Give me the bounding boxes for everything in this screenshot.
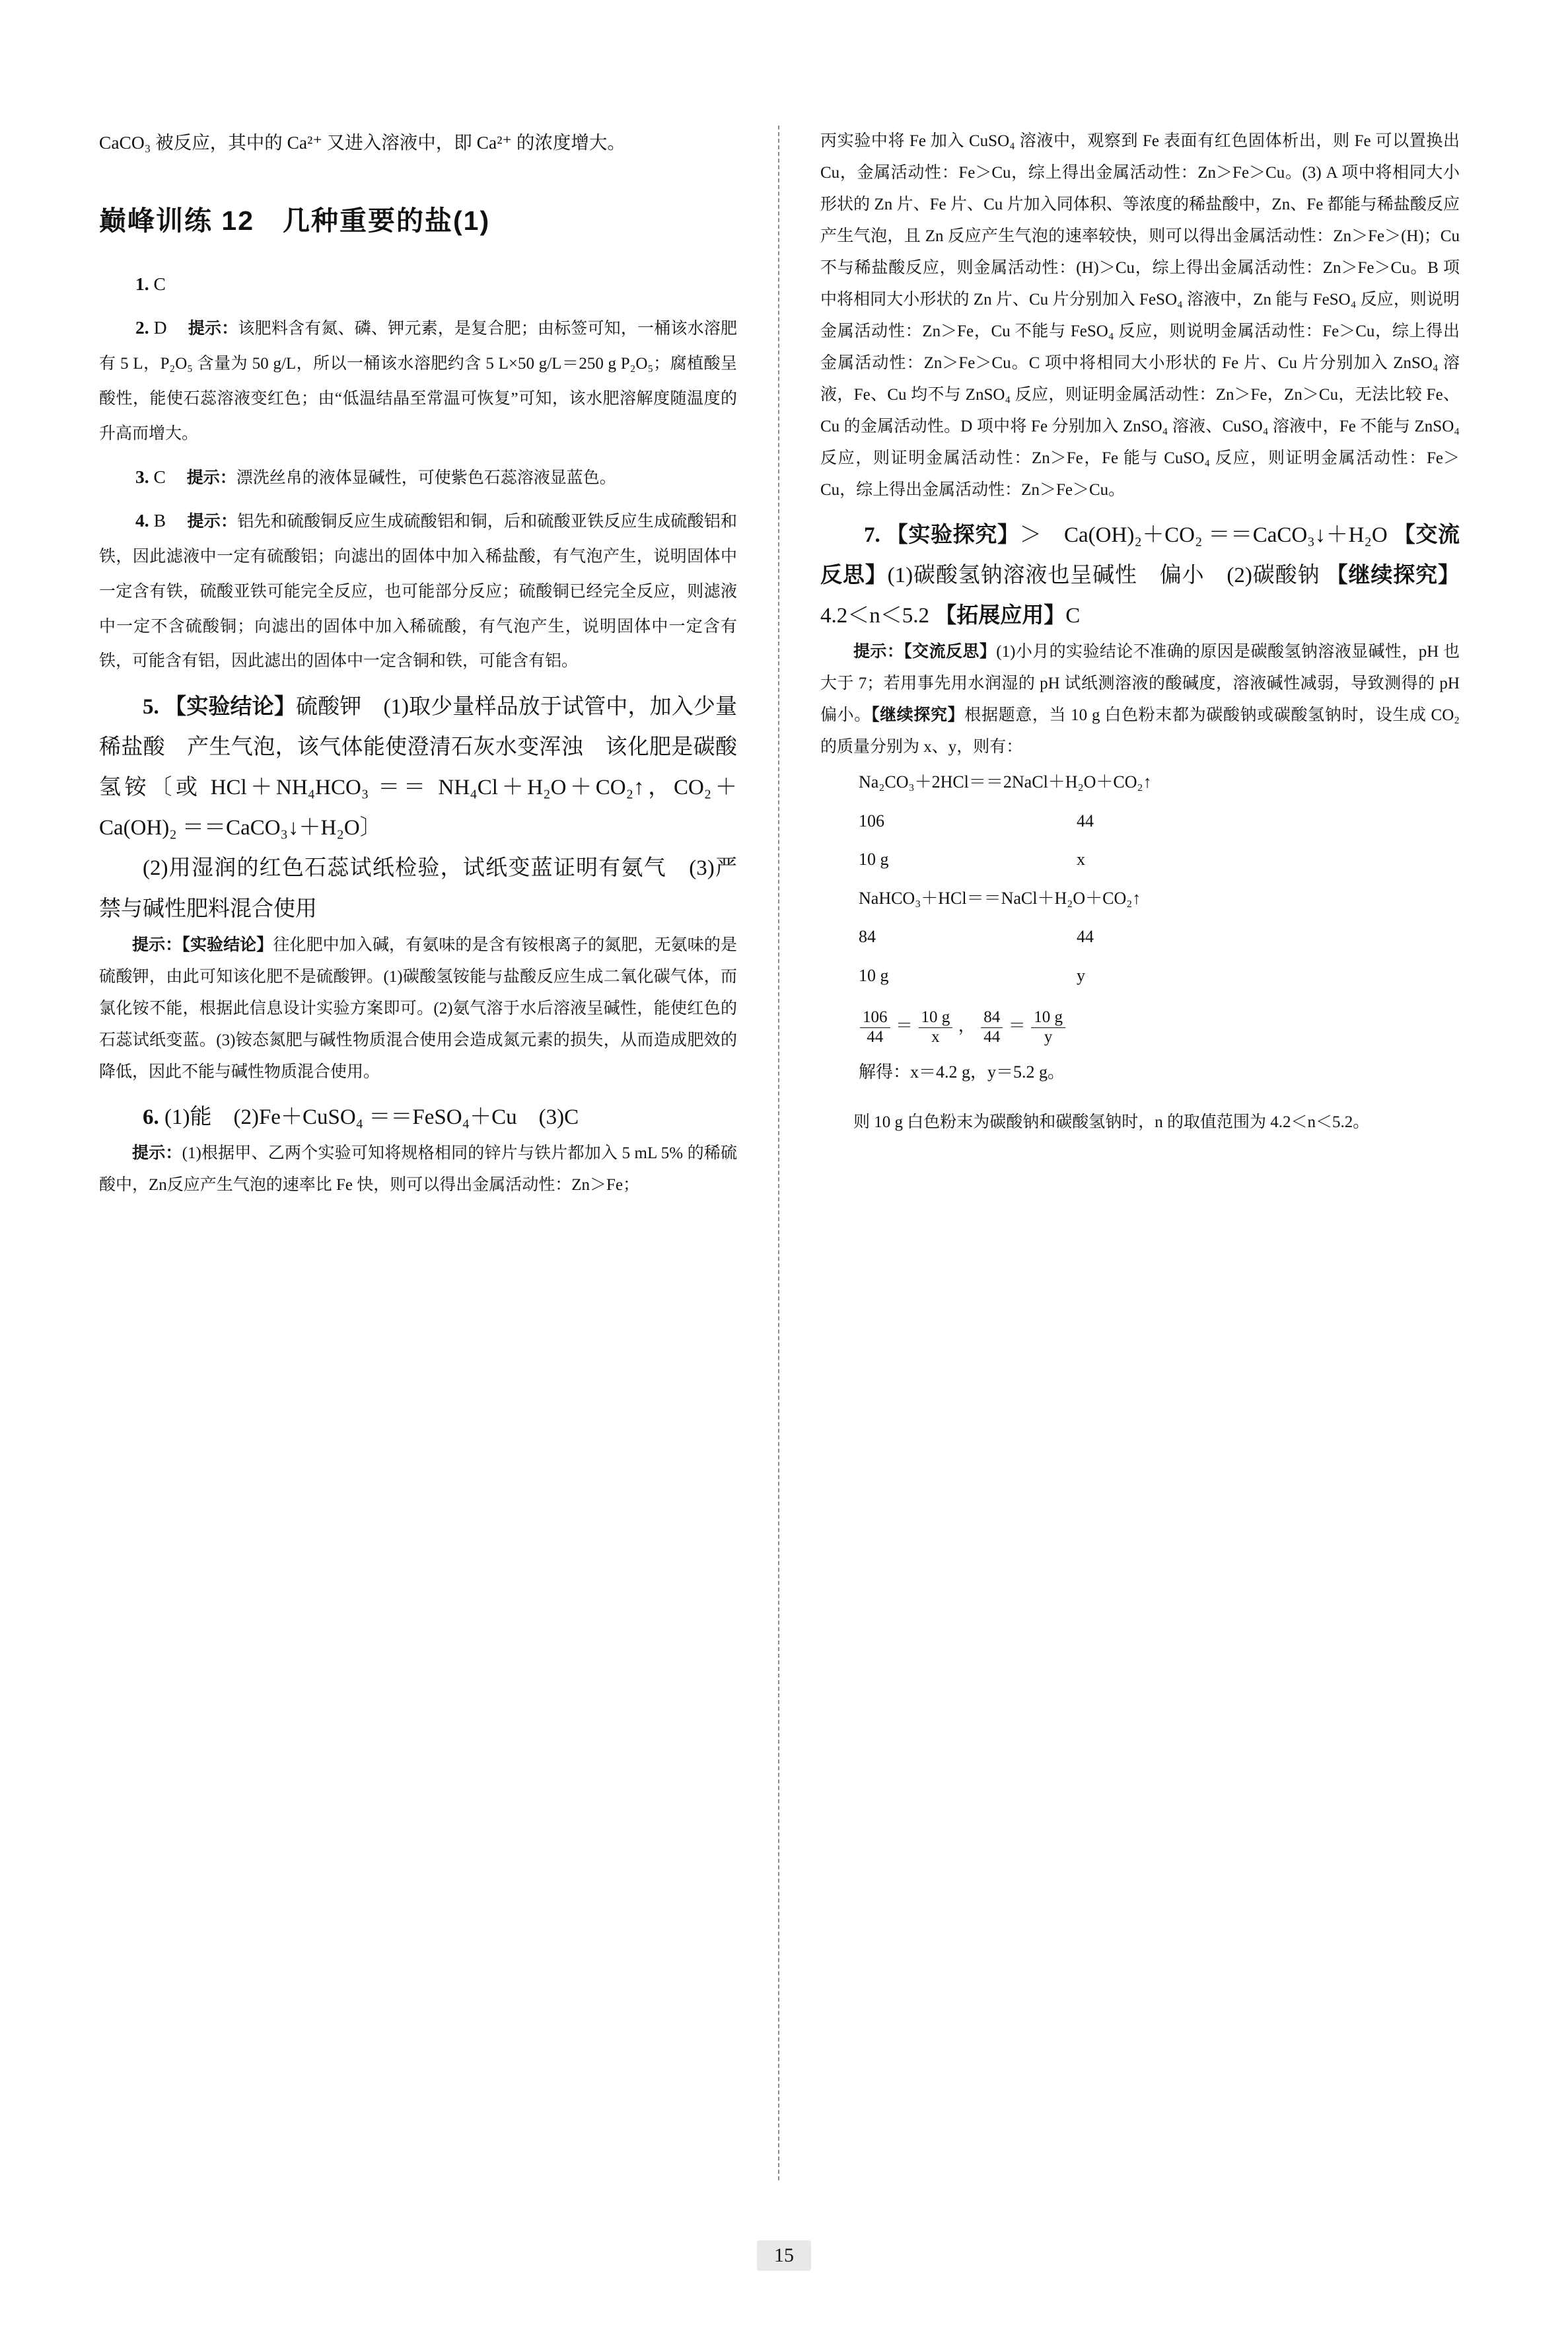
proportion-line (859, 1007, 1460, 1047)
answer-number: 2. (135, 317, 149, 338)
molar-mass-co2-b: 44 (1077, 927, 1094, 947)
answer-item-5-hint (99, 930, 737, 1088)
unknown-x: x (1077, 850, 1085, 869)
answer-item-6-hint (99, 1138, 737, 1201)
hint-text: 往化肥中加入碱，有氨味的是含有铵根离子的氮肥，无氨味的是硫酸钾，由此可知该化肥不是硫酸钾。(1)碳酸氢铵能与盐酸反应生成二氧化碳气体，而氯化铵不能，根据此信息设计实验方案即可。(2)氨气溶于水后溶液呈碱性，能使红色的石蕊试纸变蓝。(3)铵态氮肥与碱性物质混合使用会造成氮元素的损失，从而造成肥效的降低，因此不能与碱性物质混合使用。 (99, 936, 737, 1081)
answer-value-4: C (1065, 604, 1081, 628)
hint-tag-continue: 【继续探究】 (871, 706, 965, 725)
answer-value: D (153, 317, 167, 338)
hint-label: 提示： (188, 320, 238, 338)
fraction-3 (981, 1008, 1003, 1047)
equation-values-row (859, 957, 1460, 996)
answer-number: 5. (143, 695, 159, 720)
equals-sign-2: ＝ (1008, 1016, 1026, 1036)
exchange-reflection-tag: 【交流反思】 (820, 523, 1460, 588)
left-column (99, 126, 779, 2180)
comma-separator: ， (958, 1016, 976, 1036)
extended-application-tag: 【拓展应用】 (935, 604, 1066, 628)
unknown-y: y (1077, 965, 1085, 985)
answer-number: 3. (135, 466, 149, 487)
right-column (779, 126, 1460, 2180)
equation-values-row (859, 840, 1460, 879)
answer-value: B (153, 510, 166, 531)
equation-block (859, 763, 1460, 1092)
answer-value: (1)能 (2)Fe＋CuSO₄ ＝＝FeSO₄＋Cu (3)C (164, 1105, 579, 1129)
fraction-numerator: 84 (981, 1008, 1003, 1028)
solution-line (859, 1053, 1460, 1092)
hint-label: 提示： (132, 936, 182, 954)
answer-item-7-conclusion: 则 10 g 白色粉末为碳酸钠和碳酸氢钠时，n 的取值范围为 4.2＜n＜5.2。 (853, 1113, 1370, 1131)
answer-value-2: (1)碳酸氢钠溶液也呈碱性 偏小 (2)碳酸钠 (887, 564, 1320, 588)
equation-values-row (859, 918, 1460, 957)
fraction-denominator: x (931, 1027, 940, 1046)
fraction-4 (1031, 1008, 1065, 1047)
answer-item-7-hint-1 (820, 636, 1460, 763)
page-title: 巅峰训练 12 几种重要的盐(1) (99, 205, 491, 236)
chemical-equation-1: Na₂CO₃＋2HCl＝＝2NaCl＋H₂O＋CO₂↑ (859, 772, 1152, 792)
hint-block (170, 469, 616, 487)
answer-item-2 (99, 311, 737, 450)
molar-mass-nahco3: 84 (859, 927, 876, 947)
answer-value: C (153, 466, 166, 487)
answer-number: 7. (864, 523, 880, 547)
answer-item-6-hint-continued: 丙实验中将 Fe 加入 CuSO₄ 溶液中，观察到 Fe 表面有红色固体析出，则 Fe 可以置换出 Cu，金属活动性：Fe＞Cu，综上得出金属活动性：Zn＞Fe＞Cu。(3) A 项中将相同大小形状的 Zn 片、Fe 片、Cu 片加入同体积、等浓度的稀盐酸中，Zn、Fe 都能与稀盐酸反应产生气泡，且 Zn 反应产生气泡的速率较快，则可以得出金属活动性：Zn＞Fe＞(H)；Cu 不与稀盐酸反应，则金属活动性：(H)＞Cu，综上得出金属活动性：Zn＞Fe＞Cu。B 项中将相同大小形状的 Zn 片、Cu 片分别加入 FeSO₄ 溶液中，Zn 能与 FeSO₄ 反应，则说明金属活动性：Zn＞Fe，Cu 不能与 FeSO₄ 反应，则说明金属活动性：Fe＞Cu，综上得出金属活动性：Zn＞Fe＞Cu。C 项中将相同大小形状的 Fe 片、Cu 片分别加入 ZnSO₄ 溶液，Fe、Cu 均不与 ZnSO₄ 反应，则证明金属活动性：Zn＞Fe，Zn＞Cu，无法比较 Fe、Cu 的金属活动性。D 项中将 Fe 分别加入 ZnSO₄ 溶液、CuSO₄ 溶液中，Fe 不能与 ZnSO₄ 反应，则证明金属活动性：Zn＞Fe，Fe 能与 CuSO₄ 反应，则证明金属活动性：Fe＞Cu，综上得出金属活动性：Zn＞Fe＞Cu。 (820, 132, 1460, 499)
fraction-1 (860, 1008, 890, 1047)
answer-value: C (153, 273, 166, 294)
fraction-denominator: 44 (983, 1027, 1001, 1046)
answer-item-6 (99, 1097, 737, 1138)
page-number-value: 15 (757, 2240, 811, 2271)
hint-text: 漂洗丝帛的液体显碱性，可使紫色石蕊溶液显蓝色。 (236, 468, 616, 487)
mass-sample-a: 10 g (859, 850, 889, 869)
answer-item-3 (99, 460, 737, 495)
hint-block (99, 513, 737, 670)
equals-sign-1: ＝ (896, 1016, 913, 1036)
answer-number: 1. (135, 273, 149, 294)
answer-item-7 (820, 515, 1460, 636)
page-number (0, 2240, 1568, 2271)
equation-line (859, 879, 1460, 918)
answer-item-4 (99, 503, 737, 678)
hint-text: (1)小月的实验结论不准确的原因是碳酸氢钠溶液显碱性，pH 也大于 7；若用事先用水润湿的 pH 试纸测溶液的酸碱度，溶液碱性减弱，导致测得的 pH 偏小。 (820, 643, 1460, 725)
hint-label: 提示： (186, 468, 236, 487)
chemical-equation-2: NaHCO₃＋HCl＝＝NaCl＋H₂O＋CO₂↑ (859, 888, 1141, 908)
answer-item-5 (99, 687, 737, 848)
answer-value-1: ＞ Ca(OH)₂＋CO₂ ＝＝CaCO₃↓＋H₂O (1019, 523, 1388, 547)
hint-label: 提示： (187, 513, 238, 531)
hint-text: (1)根据甲、乙两个实验可知将规格相同的锌片与铁片都加入 5 mL 5% 的稀硫酸中，Zn反应产生气泡的速率比 Fe 快，则可以得出金属活动性：Zn＞Fe； (99, 1144, 737, 1194)
continued-paragraph: CaCO₃ 被反应，其中的 Ca²⁺ 又进入溶液中，即 Ca²⁺ 的浓度增大。 (99, 132, 625, 153)
answer-number: 4. (135, 510, 149, 531)
fraction-numerator: 10 g (1031, 1008, 1065, 1028)
answer-number: 6. (143, 1105, 159, 1129)
hint-label: 提示： (132, 1144, 182, 1162)
equation-line (859, 763, 1460, 802)
answer-item-5-part2: (2)用湿润的红色石蕊试纸检验，试纸变蓝证明有氨气 (3)严禁与碱性肥料混合使用 (99, 856, 737, 921)
continue-inquiry-tag: 【继续探究】 (1326, 564, 1460, 588)
mass-sample-b: 10 g (859, 965, 889, 985)
fraction-denominator: 44 (867, 1027, 884, 1046)
answer-item-1 (99, 267, 737, 302)
two-column-layout (99, 126, 1469, 2180)
hint-text: 该肥料含有氮、磷、钾元素，是复合肥；由标签可知，一桶该水溶肥有 5 L，P₂O₅ 含量为 50 g/L，所以一桶该水溶肥约含 5 L×50 g/L＝250 g P₂O₅；腐植酸呈酸性，能使石蕊溶液变红色；由“低温结晶至常温可恢复”可知，该水肥溶解度随温度的升高而增大。 (99, 320, 737, 443)
fraction-numerator: 10 g (919, 1008, 953, 1028)
answer-value-3: 4.2＜n＜5.2 (820, 604, 929, 628)
experiment-conclusion-tag: 【实验结论】 (164, 695, 296, 720)
solution-text: 解得：x＝4.2 g，y＝5.2 g。 (859, 1062, 1065, 1082)
molar-mass-na2co3: 106 (859, 811, 884, 830)
fraction-denominator: y (1044, 1027, 1053, 1046)
hint-block (99, 320, 737, 442)
fraction-2 (919, 1008, 953, 1047)
molar-mass-co2-a: 44 (1077, 811, 1094, 830)
answer-value: 硫酸钾 (1)取少量样品放于试管中，加入少量稀盐酸 产生气泡，该气体能使澄清石灰水变浑浊 该化肥是碳酸氢铵〔或 HCl＋NH₄HCO₃ ＝＝ NH₄Cl＋H₂O＋CO₂↑，CO₂＋Ca(OH)₂ ＝＝CaCO₃↓＋H₂O〕 (99, 695, 738, 840)
fraction-numerator: 106 (860, 1008, 890, 1028)
hint-text: 铝先和硫酸铜反应生成硫酸铝和铜，后和硫酸亚铁反应生成硫酸铝和铁，因此滤液中一定有硫酸铝；向滤出的固体中加入稀盐酸，有气泡产生，说明固体中一定含有铁，硫酸亚铁可能完全反应，也可能部分反应；硫酸铜已经完全反应，则滤液中一定不含硫酸铜；向滤出的固体中加入稀硫酸，有气泡产生，说明固体中一定含有铁，可能含有铝，因此滤出的固体中一定含铜和铁，可能含有铝。 (99, 513, 738, 671)
hint-tag-exchange: 【交流反思】 (904, 643, 997, 661)
hint-label: 提示： (853, 643, 904, 661)
hint-tag: 【实验结论】 (182, 936, 273, 954)
equation-values-row (859, 802, 1460, 841)
experiment-inquiry-tag: 【实验探究】 (886, 523, 1020, 547)
hint-text-2: 根据题意，当 10 g 白色粉末都为碳酸钠或碳酸氢钠时，设生成 CO₂ 的质量分别为 x、y，则有： (820, 706, 1460, 757)
